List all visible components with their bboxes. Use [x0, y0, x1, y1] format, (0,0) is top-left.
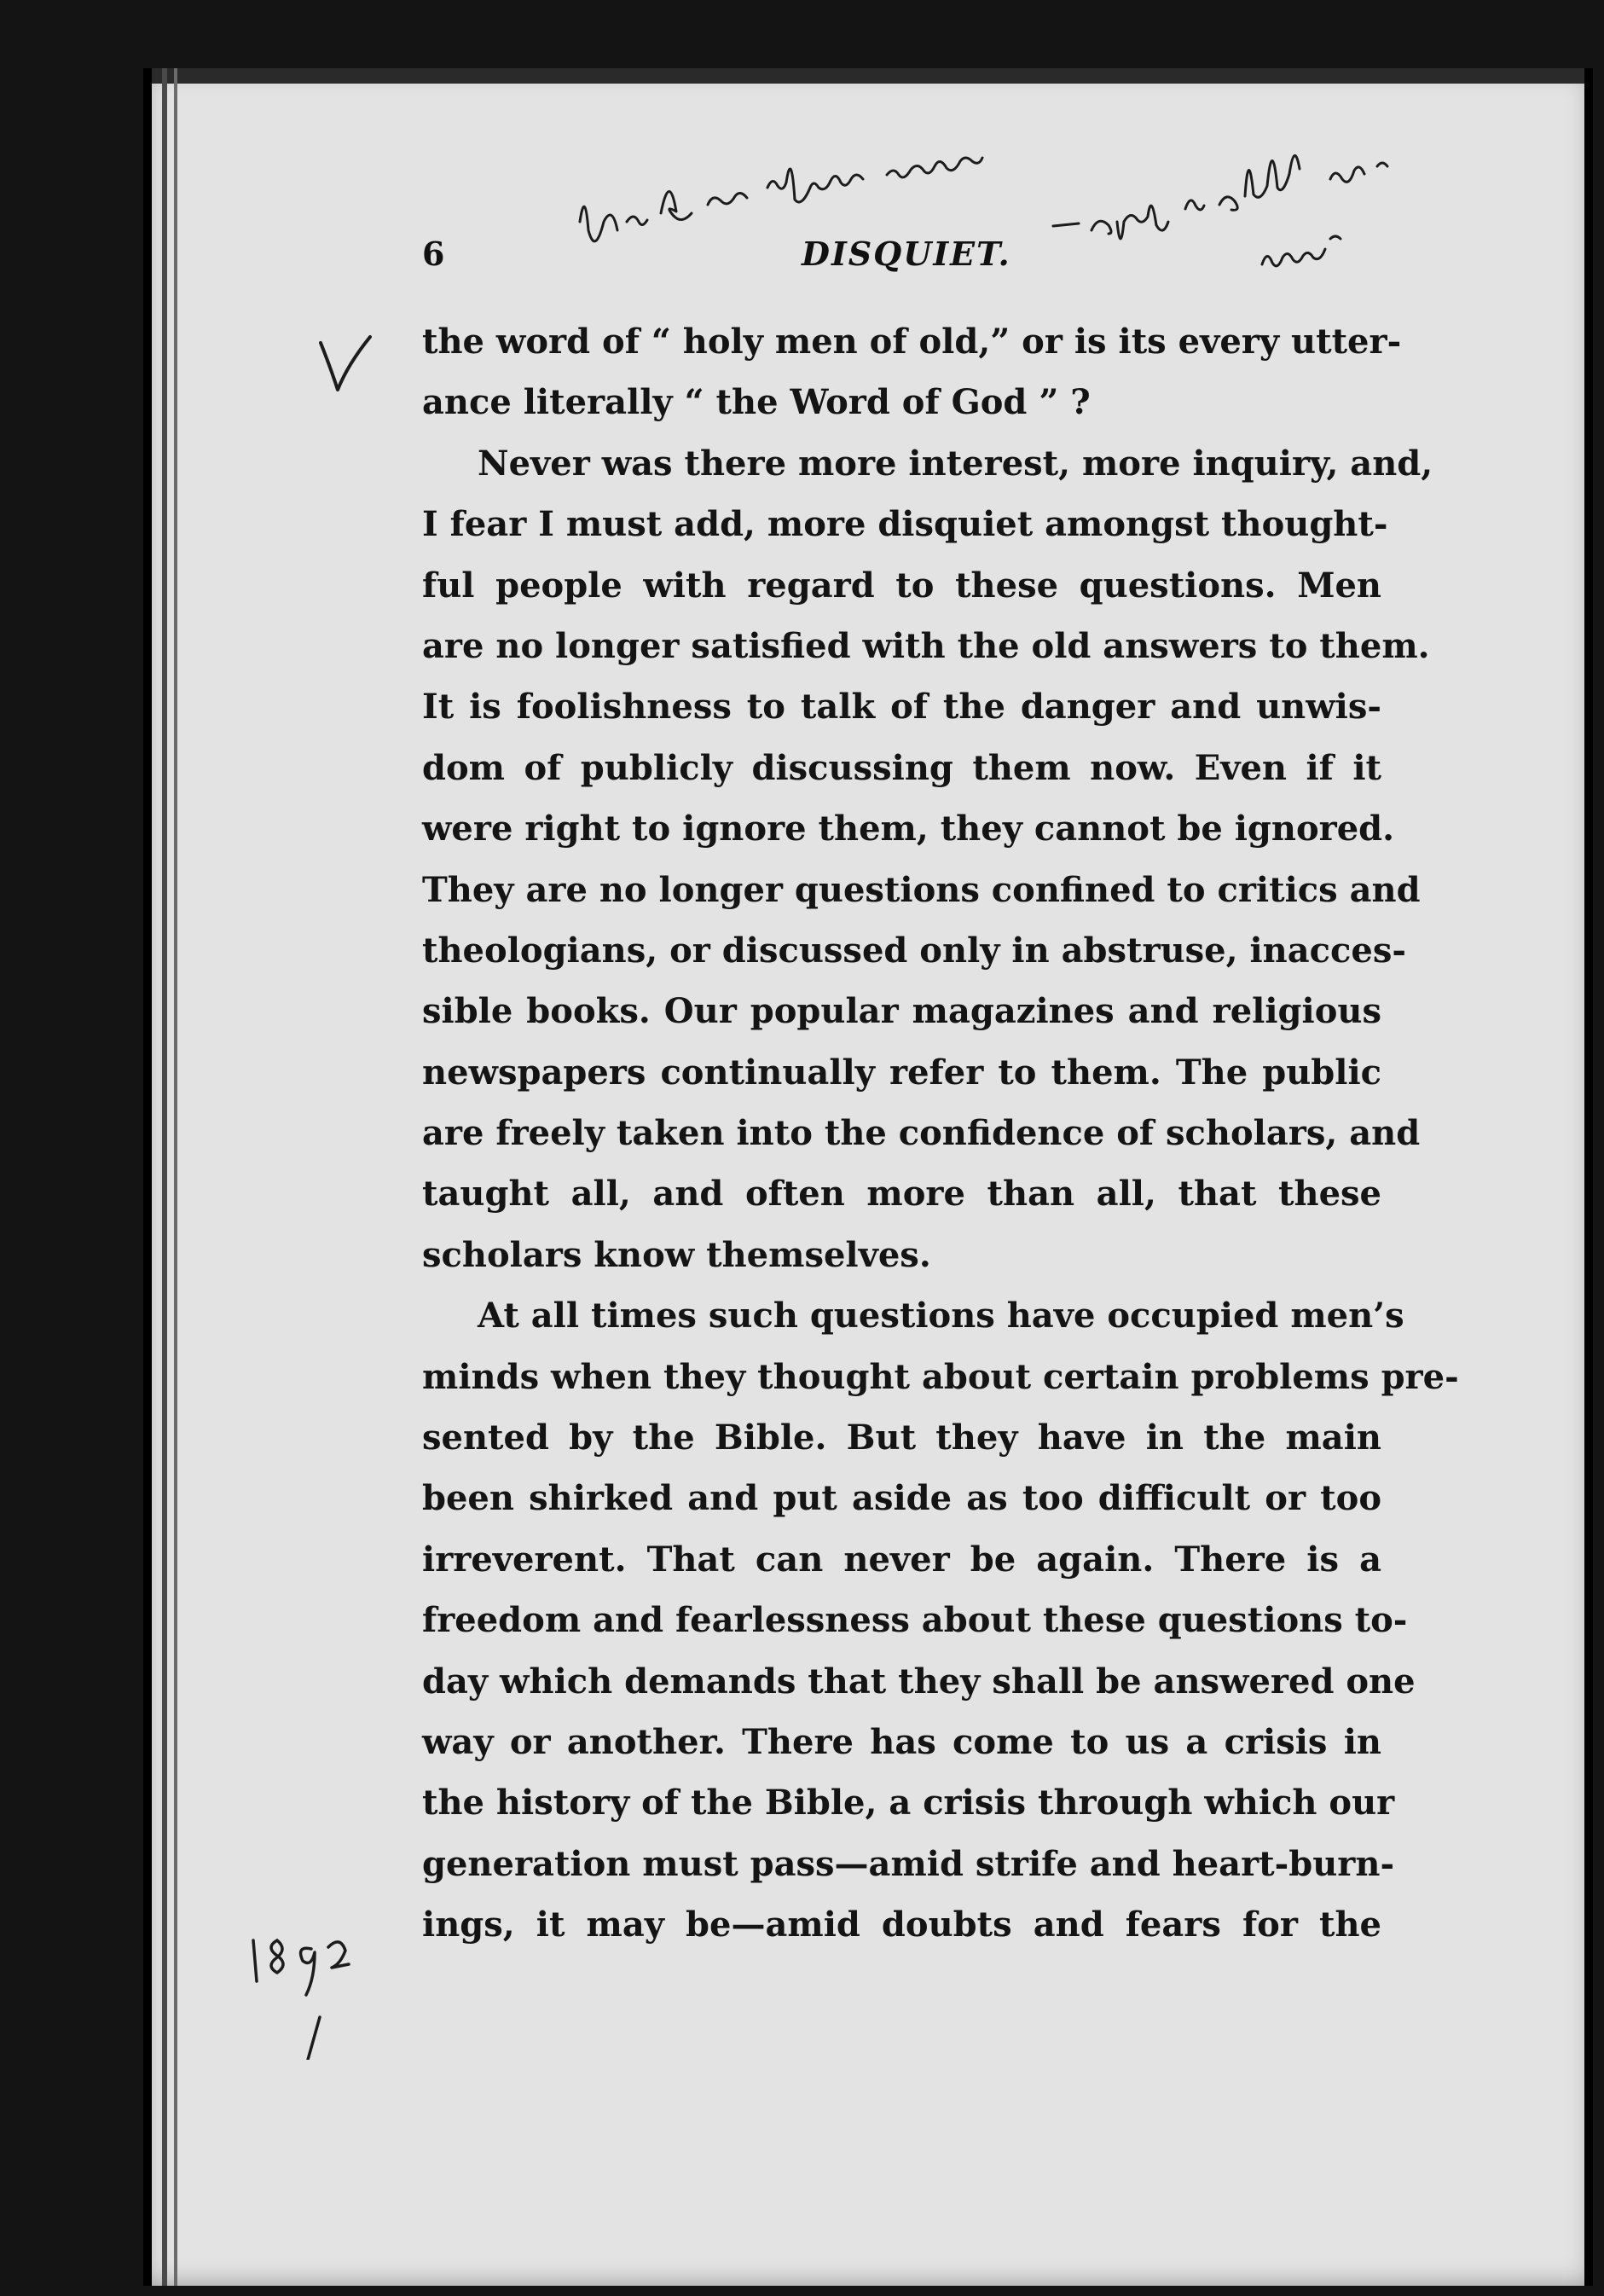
text-line: sible books. Our popular magazines and religious — [422, 991, 1381, 1032]
text-line: dom of publicly discussing them now. Even if it — [422, 747, 1381, 788]
page-spine-edge — [143, 68, 152, 2286]
text-line: are no longer satisfied with the old answers to them. — [422, 625, 1430, 666]
text-line: I fear I must add, more disquiet amongst thought- — [422, 504, 1388, 545]
paragraph — [422, 433, 1433, 1285]
text-line: minds when they thought about certain problems pre- — [422, 1356, 1459, 1397]
text-line: way or another. There has come to us a crisis in — [422, 1721, 1381, 1762]
paragraph — [422, 1285, 1459, 1955]
text-line: sented by the Bible. But they have in the main — [422, 1418, 1381, 1458]
text-line: taught all, and often more than all, that these — [422, 1174, 1381, 1215]
running-head: DISQUIET. — [802, 235, 1011, 273]
text-line: ance literally “ the Word of God ” ? — [422, 382, 1091, 423]
text-line: They are no longer questions confined to critics and — [422, 869, 1421, 910]
text-line: were right to ignore them, they cannot be ignored. — [422, 809, 1395, 849]
page-spine-edge — [174, 68, 177, 2286]
text-line: It is foolishness to talk of the danger and unwis- — [422, 687, 1381, 728]
check-mark-icon — [316, 333, 375, 397]
page-spine-edge — [162, 68, 167, 2286]
text-line: scholars know themselves. — [422, 1234, 931, 1275]
text-line: Never was there more interest, more inquiry, and, — [478, 443, 1433, 484]
text-line: newspapers continually refer to them. The public — [422, 1052, 1381, 1093]
handwritten-note-top — [563, 94, 1484, 290]
text-line: At all times such questions have occupied men’s — [478, 1296, 1404, 1336]
page-number: 6 — [422, 235, 445, 273]
handwritten-year-note — [243, 1915, 371, 2060]
page-right-edge — [1584, 68, 1593, 2286]
page-top-shadow — [143, 68, 1593, 84]
text-line: day which demands that they shall be answered one — [422, 1661, 1416, 1702]
text-line: ings, it may be—amid doubts and fears for the — [422, 1905, 1381, 1945]
text-line: theologians, or discussed only in abstruse, inacces- — [422, 930, 1406, 971]
text-line: freedom and fearlessness about these questions to- — [422, 1600, 1408, 1641]
text-line: the word of “ holy men of old,” or is its every utter- — [422, 322, 1402, 362]
text-line: the history of the Bible, a crisis through which our — [422, 1783, 1395, 1823]
text-line: been shirked and put aside as too difficult or too — [422, 1478, 1381, 1519]
text-line: generation must pass—amid strife and heart-burn- — [422, 1843, 1395, 1884]
body-text — [422, 311, 1459, 1956]
text-line: ful people with regard to these questions. Men — [422, 565, 1381, 606]
paragraph — [422, 311, 1402, 433]
text-line: irreverent. That can never be again. There is a — [422, 1539, 1381, 1580]
text-line: are freely taken into the confidence of scholars, and — [422, 1113, 1421, 1154]
